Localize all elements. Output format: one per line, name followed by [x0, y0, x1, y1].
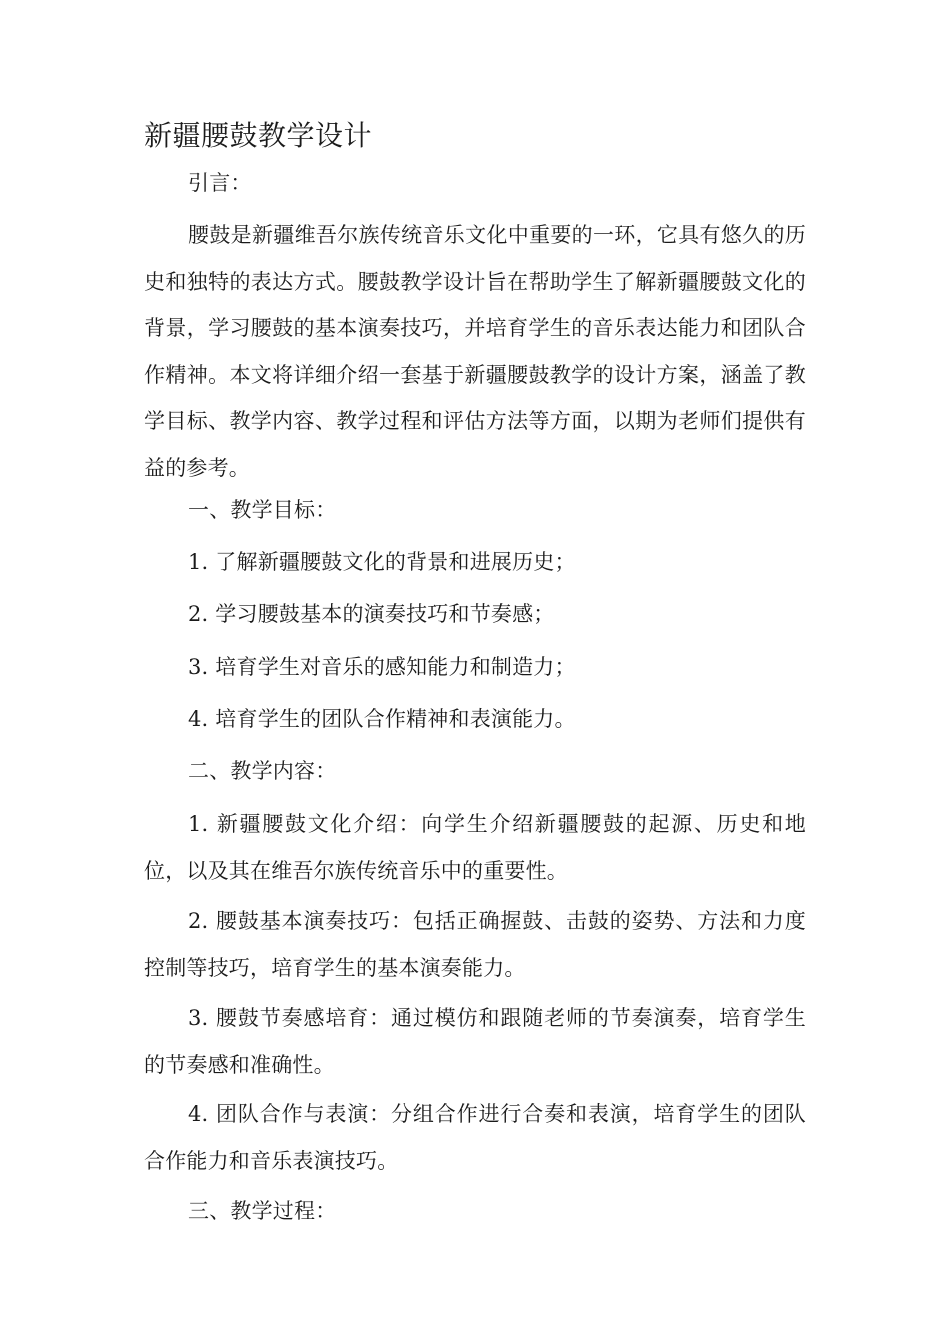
paragraph-intro-heading: 引言： — [188, 171, 252, 195]
section-heading-content: 二、教学内容： — [188, 759, 337, 783]
objective-item-4: 4. 培育学生的团队合作精神和表演能力。 — [188, 707, 576, 731]
objective-item-2: 2. 学习腰鼓基本的演奏技巧和节奏感； — [188, 602, 555, 626]
objective-item-3: 3. 培育学生对音乐的感知能力和制造力； — [188, 655, 576, 679]
section-heading-objectives: 一、教学目标： — [188, 498, 337, 522]
objective-item-1: 1. 了解新疆腰鼓文化的背景和进展历史； — [188, 550, 576, 574]
content-item-2: 2. 腰鼓基本演奏技巧：包括正确握鼓、击鼓的姿势、方法和力度控制等技巧，培育学生的基本演奏能力。 — [144, 909, 806, 980]
content-item-4: 4. 团队合作与表演：分组合作进行合奏和表演，培育学生的团队合作能力和音乐表演技巧。 — [144, 1102, 806, 1173]
paragraph-intro-body: 腰鼓是新疆维吾尔族传统音乐文化中重要的一环，它具有悠久的历史和独特的表达方式。腰鼓教学设计旨在帮助学生了解新疆腰鼓文化的背景，学习腰鼓的基本演奏技巧，并培育学生的音乐表达能力和团队合作精神。本文将详细介绍一套基于新疆腰鼓教学的设计方案，涵盖了教学目标、教学内容、教学过程和评估方法等方面，以期为老师们提供有益的参考。 — [144, 223, 806, 480]
document-title: 新疆腰鼓教学设计 — [144, 119, 373, 152]
section-heading-process: 三、教学过程： — [188, 1199, 337, 1223]
content-item-1: 1. 新疆腰鼓文化介绍：向学生介绍新疆腰鼓的起源、历史和地位，以及其在维吾尔族传统音乐中的重要性。 — [144, 812, 806, 883]
content-item-3: 3. 腰鼓节奏感培育：通过模仿和跟随老师的节奏演奏，培育学生的节奏感和准确性。 — [144, 1006, 806, 1077]
